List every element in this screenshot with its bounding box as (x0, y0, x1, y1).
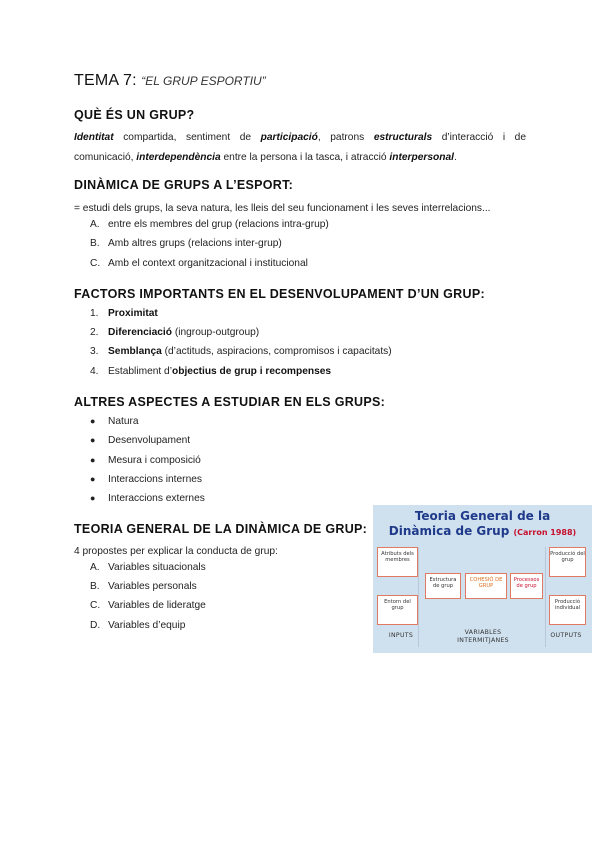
box-entorn: Entorn del grup (377, 595, 418, 625)
heading-factors: FACTORS IMPORTANTS EN EL DESENVOLUPAMENT D’UN GRUP: (74, 287, 485, 301)
list-text: Natura (108, 416, 139, 427)
box-estructura: Estructura de grup (425, 573, 461, 599)
list-marker: 3. (90, 346, 99, 357)
heading-dinamica-grups: DINÀMICA DE GRUPS A L’ESPORT: (74, 178, 294, 192)
list-text: Amb el context organitzacional i institucional (108, 258, 308, 269)
list-rest: (ingroup-outgroup) (171, 327, 260, 338)
list-text: Variables de lideratge (108, 600, 206, 611)
list-marker: D. (90, 620, 101, 631)
list-bold: Diferenciació (108, 327, 172, 338)
emphasis-term: Identitat (74, 132, 114, 143)
list-item (90, 600, 206, 611)
list-item (90, 435, 190, 446)
list-item (90, 238, 282, 249)
list-item (90, 366, 331, 377)
list-item (90, 581, 197, 592)
list-rest: (d’actituds, aspiracions, compromisos i capacitats) (161, 346, 392, 357)
list-item (90, 346, 392, 357)
page-title (74, 72, 266, 90)
box-produccio-grup: Producció del grup (549, 547, 586, 577)
list-marker: 1. (90, 308, 99, 319)
list-item (90, 562, 206, 573)
list-marker: A. (90, 219, 100, 230)
title-main: TEMA 7: (74, 72, 137, 89)
box-cohesio: COHESIÓ DE GRUP (465, 573, 507, 599)
list-pre: Establiment d’ (108, 366, 172, 377)
list-bold: Semblança (108, 346, 162, 357)
list-item (90, 327, 259, 338)
bullet-icon: ● (90, 416, 96, 426)
list-item (90, 308, 158, 319)
list-marker: B. (90, 581, 100, 592)
emphasis-term: interdependència (136, 152, 221, 163)
emphasis-term: interpersonal (389, 152, 454, 163)
list-marker: C. (90, 600, 101, 611)
list-text: entre els membres del grup (relacions intra-grup) (108, 219, 329, 230)
list-marker: 2. (90, 327, 99, 338)
list-text: Variables personals (108, 581, 197, 592)
list-item (90, 474, 202, 485)
list-bold: objectius de grup i recompenses (172, 366, 332, 377)
list-text: Variables situacionals (108, 562, 206, 573)
text-run: . (453, 152, 457, 163)
bullet-icon: ● (90, 493, 96, 503)
definition-line-2 (74, 148, 526, 167)
heading-altres-aspectes: ALTRES ASPECTES A ESTUDIAR EN ELS GRUPS: (74, 395, 386, 409)
list-item (90, 493, 205, 504)
bullet-icon: ● (90, 474, 96, 484)
carron-diagram (373, 505, 592, 653)
label-inputs: INPUTS (388, 632, 414, 639)
diagram-title-text: Dinàmica de Grup (388, 524, 510, 538)
box-produccio-individual: Producció individual (549, 595, 586, 625)
diagram-title-line-2 (373, 524, 592, 538)
list-text: Amb altres grups (relacions inter-grup) (108, 238, 282, 249)
list-text: Desenvolupament (108, 435, 191, 446)
list-bold: Proximitat (108, 308, 158, 319)
diagram-title-line-1: Teoria General de la (414, 509, 551, 523)
list-marker: A. (90, 562, 100, 573)
text-run: compartida, sentiment de (113, 132, 261, 143)
list-item (90, 620, 185, 631)
dinamica-intro: = estudi dels grups, la seva natura, les lleis del seu funcionament i les seves interrelacions... (74, 203, 491, 214)
list-item (90, 258, 308, 269)
list-item (90, 455, 201, 466)
bullet-icon: ● (90, 435, 96, 445)
list-item (90, 219, 329, 230)
title-subtitle: “EL GRUP ESPORTIU” (141, 74, 266, 88)
emphasis-term: estructurals (373, 132, 433, 143)
list-text: Interaccions externes (108, 493, 205, 504)
teoria-intro: 4 propostes per explicar la conducta de grup: (74, 546, 278, 557)
text-run: d’interacció i de (432, 132, 526, 143)
list-text: Variables d’equip (108, 620, 186, 631)
heading-que-es-un-grup: QUÈ ÉS UN GRUP? (74, 108, 195, 122)
text-run: comunicació, (74, 152, 137, 163)
text-run: , patrons (317, 132, 374, 143)
list-marker: C. (90, 258, 101, 269)
list-text: Mesura i composició (108, 455, 201, 466)
label-outputs: OUTPUTS (550, 632, 582, 639)
box-atributs: Atributs dels membres (377, 547, 418, 577)
definition-line-1 (74, 128, 526, 147)
bullet-icon: ● (90, 455, 96, 465)
list-text: Interaccions internes (108, 474, 203, 485)
heading-teoria-general: TEORIA GENERAL DE LA DINÀMICA DE GRUP: (74, 522, 368, 536)
text-run: entre la persona i la tasca, i atracció (220, 152, 390, 163)
list-marker: 4. (90, 366, 99, 377)
list-item (90, 416, 139, 427)
box-processos: Processos de grup (510, 573, 543, 599)
diagram-author: (Carron 1988) (513, 528, 577, 537)
label-variables: VARIABLES INTERMITJANES (457, 629, 509, 644)
emphasis-term: participació (260, 132, 318, 143)
list-marker: B. (90, 238, 100, 249)
